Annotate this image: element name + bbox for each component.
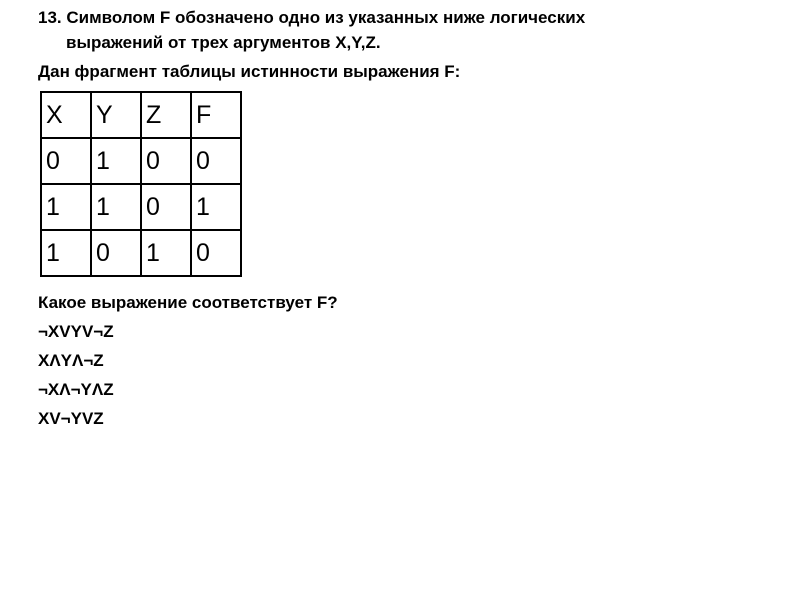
table-cell: 0 — [41, 138, 91, 184]
header-cell-x: X — [41, 92, 91, 138]
header-cell-z: Z — [141, 92, 191, 138]
given-statement: Дан фрагмент таблицы истинности выражения F: — [38, 62, 461, 81]
table-row — [41, 184, 241, 230]
answer-option-3: ¬XΛ¬YΛZ — [38, 380, 114, 399]
table-cell: 0 — [191, 230, 241, 276]
answer-option-2: XΛYΛ¬Z — [38, 351, 104, 370]
table-cell: 1 — [41, 184, 91, 230]
truth-table-header-row — [41, 92, 241, 138]
answer-option-1: ¬XVYV¬Z — [38, 322, 114, 341]
problem-title-line2: выражений от трех аргументов X,Y,Z. — [66, 33, 381, 52]
truth-table — [40, 91, 242, 277]
header-cell-y: Y — [91, 92, 141, 138]
table-cell: 0 — [141, 138, 191, 184]
problem-title-line1: 13. Символом F обозначено одно из указанных ниже логических — [38, 8, 586, 27]
table-row — [41, 230, 241, 276]
table-cell: 1 — [191, 184, 241, 230]
table-cell: 0 — [191, 138, 241, 184]
table-cell: 0 — [141, 184, 191, 230]
table-cell: 1 — [141, 230, 191, 276]
table-row — [41, 138, 241, 184]
answer-option-4: XV¬YVZ — [38, 409, 104, 428]
table-cell: 0 — [91, 230, 141, 276]
table-cell: 1 — [41, 230, 91, 276]
table-cell: 1 — [91, 184, 141, 230]
table-cell: 1 — [91, 138, 141, 184]
question-prompt: Какое выражение соответствует F? — [38, 293, 338, 312]
header-cell-f: F — [191, 92, 241, 138]
